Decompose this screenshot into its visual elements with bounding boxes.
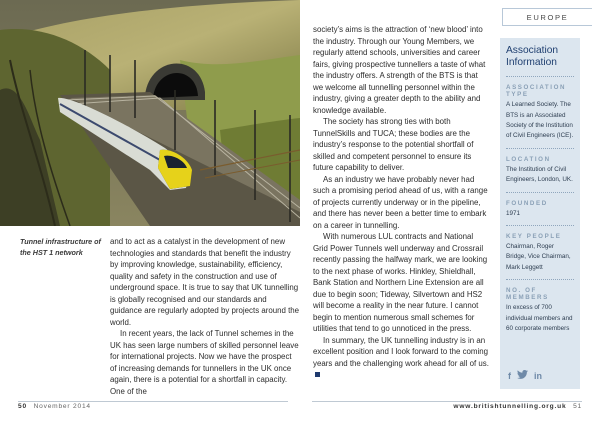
sidebar-section [506,148,574,186]
sidebar-section [506,76,574,142]
sidebar-heading: ASSOCIATION TYPE [506,84,567,99]
footer-left [18,403,91,410]
sidebar-value: A Learned Society. The BTS is an Associated Society of the Institution of Civil Engineers (ICE). [506,101,574,140]
tunnel-photo [0,0,300,226]
sidebar-value: 1971 [506,209,521,217]
paragraph: and to act as a catalyst in the development of new technologies and standards that benefit the industry by improving knowledge, sustainability, efficiency, quality and safety in the construction and use of underground space. It is true to say that UK tunnelling is globally recognised and our standards and guidance are regularly adopted by projects around the world. [110,237,300,327]
sidebar-value: Chairman, Roger Bridge, Vice Chairman, Mark Leggett [506,243,571,271]
sidebar-section [506,192,574,219]
sidebar-heading: LOCATION [506,155,551,163]
social-icons [508,370,542,381]
photo-caption: Tunnel infrastructure of the HST 1 network [20,237,101,258]
paragraph: society’s aims is the attraction of ‘new blood’ into the industry. Through our Young Members, we regularly attend schools, universities and career fairs, giving prospective tunnellers a taste of what the industry offers. A strength of the BTS is that we welcome all tunnelling personnel within the industry, giving a greater depth to the ability and knowledge available. [313,25,486,115]
issue-date: November 2014 [33,403,91,410]
section-label: EUROPE [502,8,592,26]
article-column-middle [313,24,489,381]
paragraph [313,335,489,381]
footer-divider-right [312,401,582,402]
end-mark-icon [315,372,320,377]
paragraph: With numerous LUL contracts and National Grid Power Tunnels well underway and Crossrail recently passing the halfway mark, we are looking to the next phase of works. Hinkley, Shieldhall, Bank Station and Northern Line Extension are all due to begin soon; Tideway, Silvertown and HS2 will become a reality in the near future. I cannot begin to mention numerous small schemes for utilities that tend to go unnoticed in the press. [313,232,488,333]
paragraph-text: In summary, the UK tunnelling industry is in an excellent position and I look forward to the coming years and the challenging work ahead for all of us. [313,335,489,368]
association-info-box [500,38,580,389]
sidebar-heading: NO. OF MEMBERS [506,287,549,302]
paragraph: The society has strong ties with both TunnelSkills and TUCA; these bodies are the industry’s response to the potential shortfall of skilled and competent personnel to ensure its future capability to deliver. [313,117,474,172]
facebook-icon[interactable]: f [508,370,511,381]
sidebar-value: In excess of 700 individual members and 60 corporate members [506,304,573,333]
sidebar-heading: KEY PEOPLE [506,233,562,241]
article-column-left [110,236,300,397]
sidebar-heading: FOUNDED [506,199,548,207]
website-url[interactable]: www.britishtunnelling.org.uk [453,403,567,410]
page-number-right: 51 [573,403,582,410]
sidebar-title: Association Information [506,45,559,68]
page-number-left: 50 [18,403,27,410]
twitter-icon[interactable] [517,370,528,381]
paragraph: As an industry we have probably never had such a promising period ahead of us, with a range of projects currently underway or in the pipeline, and there has never been a better time to embark on a career in tunnelling. [313,174,488,230]
footer-right [453,403,582,410]
sidebar-value: The Institution of Civil Engineers, London, UK. [506,165,573,184]
paragraph: In recent years, the lack of Tunnel schemes in the UK has seen large numbers of skilled personnel leave for international projects. Now we have the prospect of increasing demands for tunnellers in the UK once again, there is a potential for a shortfall in capacity. One of the [110,329,299,396]
sidebar-section [506,225,574,273]
footer-divider-left [18,401,288,402]
linkedin-icon[interactable]: in [534,370,542,381]
sidebar-section [506,279,574,334]
